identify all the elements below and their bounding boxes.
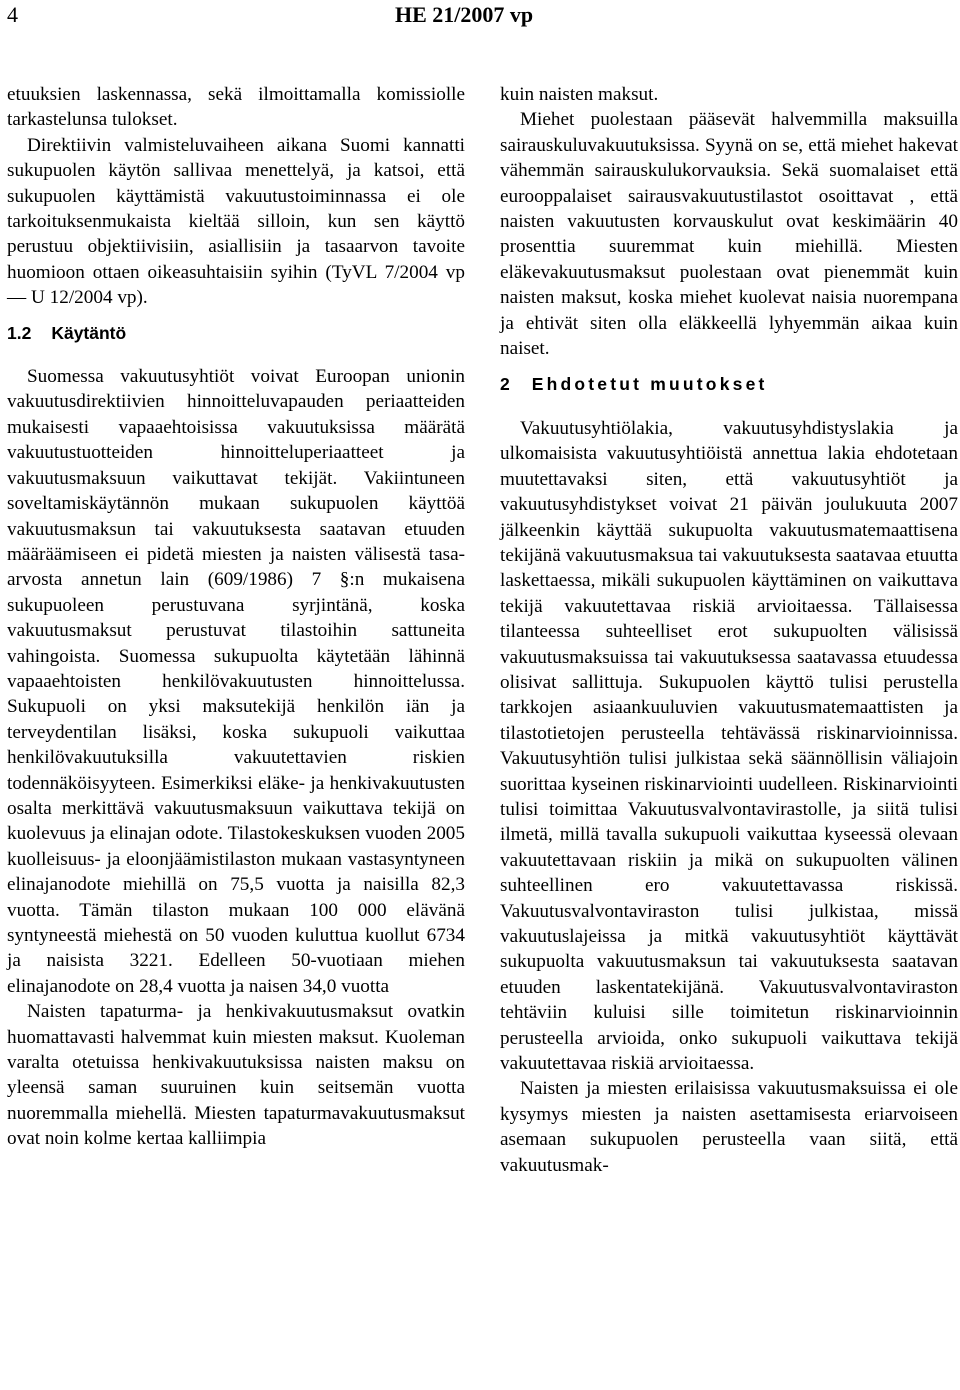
section-number: 1.2 <box>7 322 32 343</box>
page-header <box>0 0 960 38</box>
paragraph-women-insurance: Naisten tapaturma- ja henkivakuutusmaksut ovatkin huomattavasti halvemmat kuin miesten maksut. Kuoleman varalta otetuissa henkivakuutuksissa naisten maksu on yleensä saman suuruinen kuin seitsemän vuotta nuoremmalla miehellä. Miesten tapaturmavakuutusmaksut ovat noin kolme kertaa kalliimpia <box>7 1001 465 1150</box>
document-id: HE 21/2007 vp <box>395 2 534 27</box>
paragraph-continuation: kuin naisten maksut. <box>500 84 659 105</box>
section-title: Ehdotetut muutokset <box>531 374 768 395</box>
paragraph-equality: Naisten ja miesten erilaisissa vakuutusmaksuissa ei ole kysymys miesten ja naisten asettamisesta eriarvoiseen asemaan sukupuolen perusteella vaan siitä, että vakuutusmak- <box>500 1078 958 1176</box>
section-heading-proposed-changes <box>500 372 958 397</box>
section-number: 2 <box>500 374 510 395</box>
paragraph-practice: Suomessa vakuutusyhtiöt voivat Euroopan unionin vakuutusdirektiivien hinnoitteluvapauden periaatteiden mukaisesti vapaaehtoisissa vakuutuksissa määrätä vakuutustuotteiden hinnoitteluperiaatteet ja vakuutusmaksuun vaikuttavat tekijät. Vakiintuneen soveltamiskäytännön mukaan sukupuolen käyttöä vakuutusmaksun tai vakuutuksesta saatavan etuuden määräämiseen ei pidetä miesten ja naisten välisestä tasa-arvosta annetun lain (609/1986) 7 §:n mukaisena sukupuoleen perustuvana syrjintänä, koska vakuutusmaksut perustuvat tilastoihin sattuneita vahingoista. Suomessa sukupuolta käytetään lähinnä vapaaehtoisten henkilövakuutusten hinnoittelussa. Sukupuoli on yksi maksutekijä henkilön iän ja terveydentilan lisäksi, koska sukupuoli vaikuttaa henkilövakuutuksilla vakuutettavien riskien todennäköisyyteen. Esimerkiksi eläke- ja henkivakuutusten osalta merkittävä vakuutusmaksuun vaikuttava tekijä on kuolevuus ja elinajan odote. Tilastokeskuksen vuoden 2005 kuolleisuus- ja eloonjäämistilaston mukaan vastasyntyneen elinajanodote miehillä on 75,5 vuotta ja naisilla 82,3 vuotta. Tämän tilaston mukaan 100 000 elävänä syntyneestä miehestä on 50 vuoden kuluttua kuollut 6734 ja naisista 3221. Edelleen 50-vuotiaan miehen elinajanodote on 28,4 vuotta ja naisen 34,0 vuotta <box>7 366 465 997</box>
paragraph-continuation: etuuksien laskennassa, sekä ilmoittamalla komissiolle tarkastelunsa tulokset. <box>7 84 465 131</box>
left-column <box>7 82 465 1152</box>
right-column <box>500 82 958 1178</box>
paragraph-men-insurance: Miehet puolestaan pääsevät halvemmilla maksuilla sairauskuluvakuutuksissa. Syynä on se, että miehet hakevat vähemmän sairauskulukorvauksia. Sekä suomalaiset että eurooppalaiset sairausvakuutustilastot osoittavat , että naisten vakuutusten korvauskulut ovat keskimäärin 40 prosenttia suuremmat kuin miehillä. Miesten eläkevakuutusmaksut puolestaan ovat pienemmät kuin naisten maksut, koska miehet kuolevat naisia nuorempana ja ehtivät siten olla eläkkeellä lyhyemmän aikaa kuin naiset. <box>500 109 958 360</box>
section-heading-practice <box>7 321 465 346</box>
page-number: 4 <box>7 2 18 27</box>
paragraph-directive-preparation: Direktiivin valmisteluvaiheen aikana Suomi kannatti sukupuolen käytön sallivaa menettelyä, ja katsoi, että sukupuolen käyttämistä vakuutustoiminnassa ei ole tarkoituksenmukaista kieltää silloin, kun sen käyttö perustuu objektiivisiin, asiallisiin ja tasaarvon tavoite huomioon ottaen oikeasuhtaisiin syihin (TyVL 7/2004 vp — U 12/2004 vp). <box>7 134 465 309</box>
paragraph-proposal: Vakuutusyhtiölakia, vakuutusyhdistyslakia ja ulkomaisista vakuutusyhtiöistä annettua lakia ehdotetaan muutettavaksi siten, että vakuutusyhtiöt ja vakuutusyhdistykset voivat 21 päivän joulukuuta 2007 jälkeenkin käyttää sukupuolta vakuutusmatemaattisena tekijänä vakuutusmaksua tai vakuutuksesta saatavaa etuutta laskettaessa, mikäli sukupuolen käyttäminen on vaikuttava tekijä vakuutettavaa riskiä arvioitaessa. Tällaisessa tilanteessa suhteelliset erot sukupuolten välisissä vakuutusmaksuissa tai vakuutuksessa saatavassa etuudessa olisivat sallittuja. Sukupuolen käyttö tulisi perustella tarkkojen asiaankuuluvien vakuutusmatemaattisten ja tilastotietojen perusteella tehtävässä riskinarvioinnissa. Vakuutusyhtiön tulisi julkistaa sekä säännöllisin väliajoin suorittaa kyseinen riskinarviointi uudelleen. Riskinarviointi tulisi toimittaa Vakuutusvalvontavirastolle, ja siitä tulisi ilmetä, millä tavalla sukupuoli vaikuttaa kyseessä olevaan vakuutettavaan riskiin ja mikä on sukupuolten välinen suhteellinen ero vakuutettavassa riskissä. Vakuutusvalvontaviraston tulisi julkistaa, missä vakuutuslajeissa ja mitkä vakuutusyhtiöt käyttävät sukupuolta vakuutusmaksun tai vakuutuksesta saatavan etuuden laskentatekijänä. Vakuutusvalvontaviraston tehtäviin kuluisi sille toimitetun riskinarvioinnin perusteella arvioida, onko sukupuoli vaikuttava tekijä vakuutettavaa riskiä arvioitaessa. <box>500 417 958 1075</box>
section-title: Käytäntö <box>51 322 127 343</box>
